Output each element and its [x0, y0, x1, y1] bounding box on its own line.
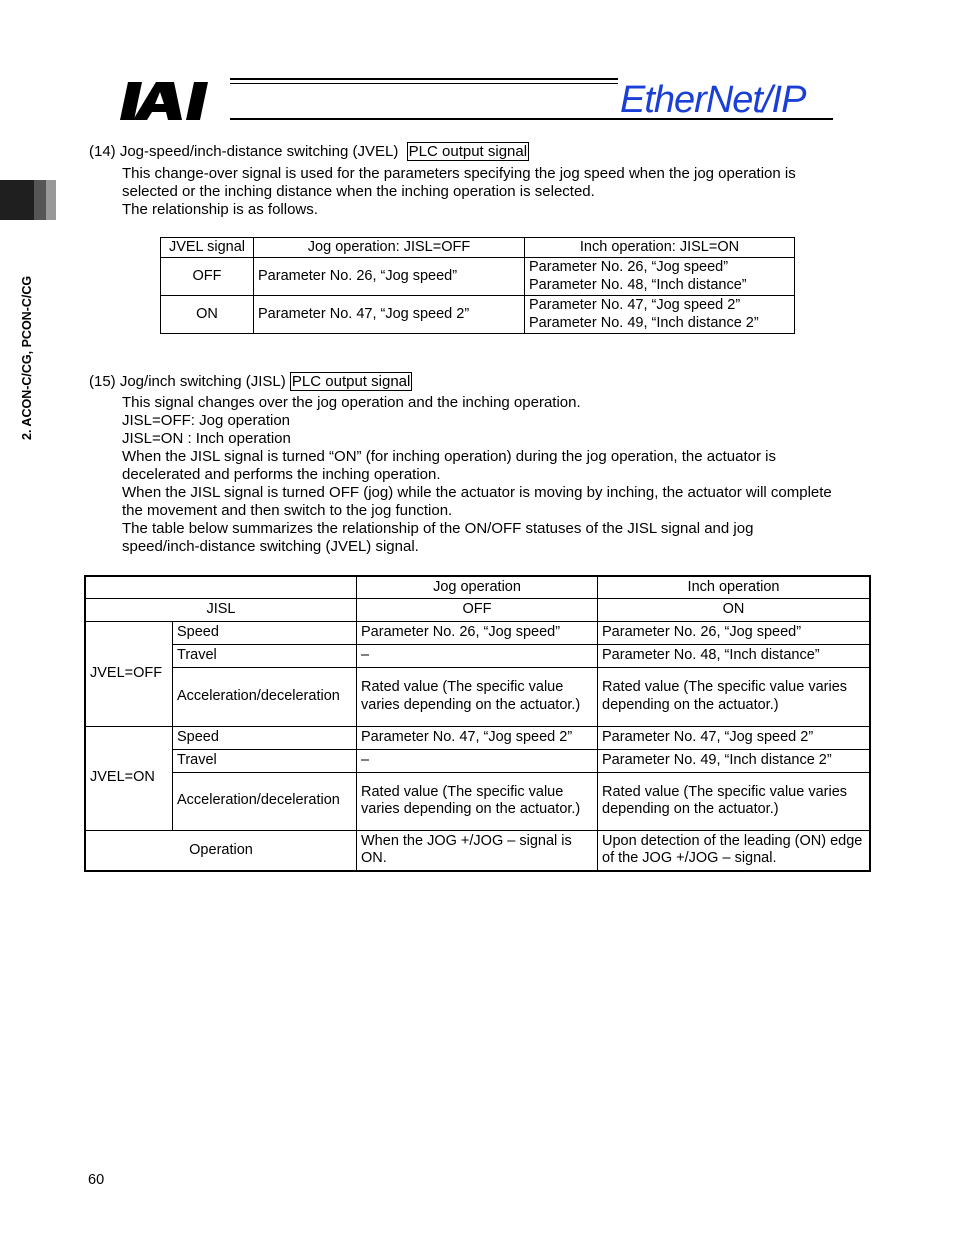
table-cell: Rated value (The specific value varies depending on the actuator.)	[598, 772, 871, 830]
table-row	[85, 621, 870, 644]
cell-line: Parameter No. 47, “Jog speed 2”	[529, 297, 741, 313]
section-14-heading	[89, 143, 529, 161]
table-cell: Rated value (The specific value varies depending on the actuator.)	[598, 667, 871, 726]
page-number: 60	[88, 1172, 105, 1188]
cell-line: Parameter No. 49, “Inch distance 2”	[529, 314, 759, 331]
plc-output-signal-tag: PLC output signal	[291, 373, 411, 390]
table-cell: Upon detection of the leading (ON) edge of the JOG +/JOG – signal.	[598, 830, 871, 871]
table-row	[85, 598, 870, 621]
body-line: speed/inch-distance switching (JVEL) signal.	[122, 538, 419, 555]
table-row	[161, 296, 795, 334]
body-line: When the JISL signal is turned OFF (jog) while the actuator is moving by inching, the actuator will complete	[122, 484, 832, 501]
body-line: This signal changes over the jog operation and the inching operation.	[122, 394, 581, 411]
table-cell: Rated value (The specific value varies depending on the actuator.)	[357, 667, 598, 726]
table-cell: ON	[598, 598, 871, 621]
table-cell: Acceleration/deceleration	[173, 772, 357, 830]
table-row	[85, 749, 870, 772]
header-rule-top	[230, 78, 618, 80]
chapter-tab-light	[46, 180, 56, 220]
body-line: the movement and then switch to the jog function.	[122, 502, 453, 519]
section-14-body	[122, 165, 796, 219]
iai-logo	[120, 80, 230, 122]
table-header-row	[161, 238, 795, 258]
table-row	[161, 258, 795, 296]
table-cell: –	[357, 644, 598, 667]
body-line: When the JISL signal is turned “ON” (for inching operation) during the jog operation, the actuator is	[122, 448, 776, 465]
table-header-cell: Jog operation: JISL=OFF	[254, 238, 525, 258]
section-15-title: (15) Jog/inch switching (JISL)	[89, 373, 286, 390]
table-cell: Speed	[173, 621, 357, 644]
table-row	[85, 667, 870, 726]
table-cell	[525, 296, 795, 334]
table-cell: Travel	[173, 644, 357, 667]
plc-output-signal-tag: PLC output signal	[408, 143, 528, 160]
table-cell: Parameter No. 47, “Jog speed 2”	[598, 726, 871, 749]
table-row	[85, 772, 870, 830]
jisl-jvel-table	[84, 575, 871, 872]
body-line: selected or the inching distance when the inching operation is selected.	[122, 183, 595, 200]
section-15-body	[122, 394, 832, 556]
table-cell: OFF	[161, 258, 254, 296]
table-row	[85, 830, 870, 871]
table-row	[85, 726, 870, 749]
cell-line: Parameter No. 26, “Jog speed”	[529, 259, 729, 275]
table-row	[85, 644, 870, 667]
table-cell: Parameter No. 26, “Jog speed”	[598, 621, 871, 644]
table-header-cell: Jog operation	[357, 576, 598, 598]
body-line: JISL=ON : Inch operation	[122, 430, 291, 447]
table-cell: OFF	[357, 598, 598, 621]
table-cell: –	[357, 749, 598, 772]
table-cell-group: JVEL=ON	[85, 726, 173, 830]
chapter-tab	[0, 180, 34, 220]
table-cell: JISL	[85, 598, 357, 621]
table-cell: Parameter No. 26, “Jog speed”	[357, 621, 598, 644]
body-line: JISL=OFF: Jog operation	[122, 412, 291, 429]
body-line: The relationship is as follows.	[122, 201, 318, 218]
table-cell-group: JVEL=OFF	[85, 621, 173, 726]
chapter-side-label: 2. ACON-C/CG, PCON-C/CG	[20, 275, 34, 440]
section-15-heading	[89, 373, 412, 391]
table-cell	[525, 258, 795, 296]
table-cell: Acceleration/deceleration	[173, 667, 357, 726]
table-cell: Parameter No. 48, “Inch distance”	[598, 644, 871, 667]
body-line: decelerated and performs the inching operation.	[122, 466, 441, 483]
table-cell: Speed	[173, 726, 357, 749]
table-cell: Parameter No. 47, “Jog speed 2”	[254, 296, 525, 334]
ethernet-ip-logo: EtherNet/IP	[620, 79, 806, 121]
table-cell: Travel	[173, 749, 357, 772]
table-cell: Operation	[85, 830, 357, 871]
table-header-cell: Inch operation	[598, 576, 871, 598]
body-line: The table below summarizes the relationship of the ON/OFF statuses of the JISL signal and jog	[122, 520, 754, 537]
table-header-cell: JVEL signal	[161, 238, 254, 258]
table-header-row	[85, 576, 870, 598]
header-rule-top-thin	[230, 83, 618, 84]
table-cell: Parameter No. 47, “Jog speed 2”	[357, 726, 598, 749]
body-line: This change-over signal is used for the parameters specifying the jog speed when the jog operation is	[122, 165, 796, 182]
table-cell: When the JOG +/JOG – signal is ON.	[357, 830, 598, 871]
jvel-table	[160, 237, 795, 334]
table-cell: ON	[161, 296, 254, 334]
table-cell: Parameter No. 49, “Inch distance 2”	[598, 749, 871, 772]
table-cell: Parameter No. 26, “Jog speed”	[254, 258, 525, 296]
section-14-title: (14) Jog-speed/inch-distance switching (JVEL)	[89, 143, 399, 160]
table-cell: Rated value (The specific value varies depending on the actuator.)	[357, 772, 598, 830]
table-header-cell: Inch operation: JISL=ON	[525, 238, 795, 258]
chapter-tab-shade	[34, 180, 46, 220]
cell-line: Parameter No. 48, “Inch distance”	[529, 276, 747, 293]
table-header-cell-empty	[85, 576, 357, 598]
